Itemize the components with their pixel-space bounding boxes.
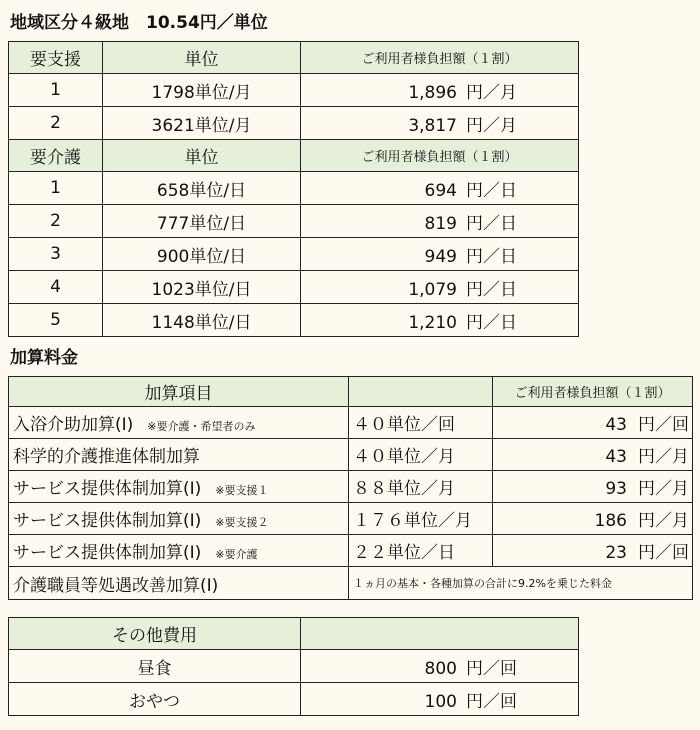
support-header-row	[9, 42, 579, 74]
cost-unit: 円／月	[466, 115, 517, 136]
table-row	[9, 107, 579, 140]
other-unit: 円／回	[466, 658, 517, 679]
units-cell: 900単位/日	[103, 238, 301, 271]
cost-unit: 円／日	[466, 246, 517, 267]
addon-units: ８８単位／月	[349, 471, 493, 503]
units-cell: 777単位/日	[103, 205, 301, 238]
units-cell: 1148単位/日	[103, 304, 301, 337]
level-cell: 3	[9, 238, 103, 271]
addon-name: サービス提供体制加算(Ⅰ)	[13, 511, 202, 531]
other-cost-cell	[301, 683, 579, 716]
other-value: 100	[424, 691, 457, 712]
addon-value: 93	[605, 479, 627, 499]
addon-unit: 円／月	[638, 447, 689, 467]
cost-unit: 円／日	[466, 312, 517, 333]
other-fee-table	[8, 617, 579, 716]
cost-cell	[301, 271, 579, 304]
support-header-cost: ご利用者様負担額（１割）	[301, 42, 579, 74]
other-value: 800	[424, 658, 457, 679]
support-header-level: 要支援	[9, 42, 103, 74]
table-row	[9, 503, 693, 535]
other-header-cost	[301, 618, 579, 650]
table-row	[9, 238, 579, 271]
addon-title: 加算料金	[10, 348, 78, 368]
addon-units: １７６単位／月	[349, 503, 493, 535]
units-cell: 3621単位/月	[103, 107, 301, 140]
other-name: 昼食	[9, 650, 301, 683]
region-title: 地域区分４級地 10.54円／単位	[10, 13, 268, 33]
cost-value: 949	[424, 246, 457, 267]
addon-unit: 円／回	[638, 415, 689, 435]
table-row	[9, 567, 693, 600]
addon-value: 43	[605, 447, 627, 467]
cost-value: 819	[424, 213, 457, 234]
base-fee-table	[8, 41, 579, 337]
table-row	[9, 535, 693, 567]
table-row	[9, 74, 579, 107]
addon-value: 186	[594, 511, 627, 531]
other-header-row	[9, 618, 579, 650]
care-header-row	[9, 140, 579, 172]
cost-cell	[301, 304, 579, 337]
level-cell: 2	[9, 205, 103, 238]
care-header-cost: ご利用者様負担額（１割）	[301, 140, 579, 172]
other-name: おやつ	[9, 683, 301, 716]
cost-cell	[301, 107, 579, 140]
cost-cell	[301, 238, 579, 271]
level-cell: 5	[9, 304, 103, 337]
addon-fee-table	[8, 376, 693, 600]
table-row	[9, 271, 579, 304]
cost-value: 694	[424, 180, 457, 201]
cost-unit: 円／月	[466, 82, 517, 103]
addon-cost-cell	[493, 439, 693, 471]
addon-header-cost: ご利用者様負担額（１割）	[493, 377, 693, 407]
addon-name: 科学的介護推進体制加算	[13, 447, 200, 467]
addon-description: １ヵ月の基本・各種加算の合計に9.2%を乗じた料金	[349, 567, 693, 600]
addon-note: ※要支援１	[215, 484, 269, 497]
cost-unit: 円／日	[466, 213, 517, 234]
support-header-units: 単位	[103, 42, 301, 74]
addon-value: 23	[605, 543, 627, 563]
other-header-item: その他費用	[9, 618, 301, 650]
addon-name-cell	[9, 407, 349, 439]
other-cost-cell	[301, 650, 579, 683]
cost-cell	[301, 172, 579, 205]
addon-header-row	[9, 377, 693, 407]
table-row	[9, 407, 693, 439]
addon-cost-cell	[493, 471, 693, 503]
addon-name-cell	[9, 503, 349, 535]
level-cell: 1	[9, 74, 103, 107]
cost-value: 1,210	[408, 312, 457, 333]
addon-cost-cell	[493, 535, 693, 567]
addon-units: ４０単位／回	[349, 407, 493, 439]
table-row	[9, 471, 693, 503]
cost-unit: 円／日	[466, 279, 517, 300]
table-row	[9, 304, 579, 337]
addon-unit: 円／回	[638, 543, 689, 563]
addon-note: ※要介護	[215, 548, 258, 561]
addon-unit: 円／月	[638, 479, 689, 499]
addon-name-cell	[9, 535, 349, 567]
addon-note: ※要支援２	[215, 516, 269, 529]
units-cell: 658単位/日	[103, 172, 301, 205]
cost-value: 1,079	[408, 279, 457, 300]
level-cell: 1	[9, 172, 103, 205]
units-cell: 1023単位/日	[103, 271, 301, 304]
table-row	[9, 683, 579, 716]
table-row	[9, 650, 579, 683]
cost-cell	[301, 74, 579, 107]
addon-name-cell	[9, 471, 349, 503]
addon-units: ２２単位／日	[349, 535, 493, 567]
addon-header-units	[349, 377, 493, 407]
level-cell: 4	[9, 271, 103, 304]
addon-unit: 円／月	[638, 511, 689, 531]
table-row	[9, 205, 579, 238]
table-row	[9, 439, 693, 471]
addon-name: サービス提供体制加算(Ⅰ)	[13, 479, 202, 499]
addon-note: ※要介護・希望者のみ	[147, 420, 256, 433]
cost-cell	[301, 205, 579, 238]
level-cell: 2	[9, 107, 103, 140]
cost-unit: 円／日	[466, 180, 517, 201]
addon-header-item: 加算項目	[9, 377, 349, 407]
addon-name: 介護職員等処遇改善加算(Ⅰ)	[9, 567, 349, 600]
addon-name-cell	[9, 439, 349, 471]
other-unit: 円／回	[466, 691, 517, 712]
cost-value: 1,896	[408, 82, 457, 103]
addon-name: サービス提供体制加算(Ⅰ)	[13, 543, 202, 563]
care-header-level: 要介護	[9, 140, 103, 172]
addon-units: ４０単位／月	[349, 439, 493, 471]
table-row	[9, 172, 579, 205]
cost-value: 3,817	[408, 115, 457, 136]
addon-cost-cell	[493, 407, 693, 439]
addon-value: 43	[605, 415, 627, 435]
addon-cost-cell	[493, 503, 693, 535]
units-cell: 1798単位/月	[103, 74, 301, 107]
care-header-units: 単位	[103, 140, 301, 172]
addon-name: 入浴介助加算(Ⅰ)	[13, 415, 134, 435]
